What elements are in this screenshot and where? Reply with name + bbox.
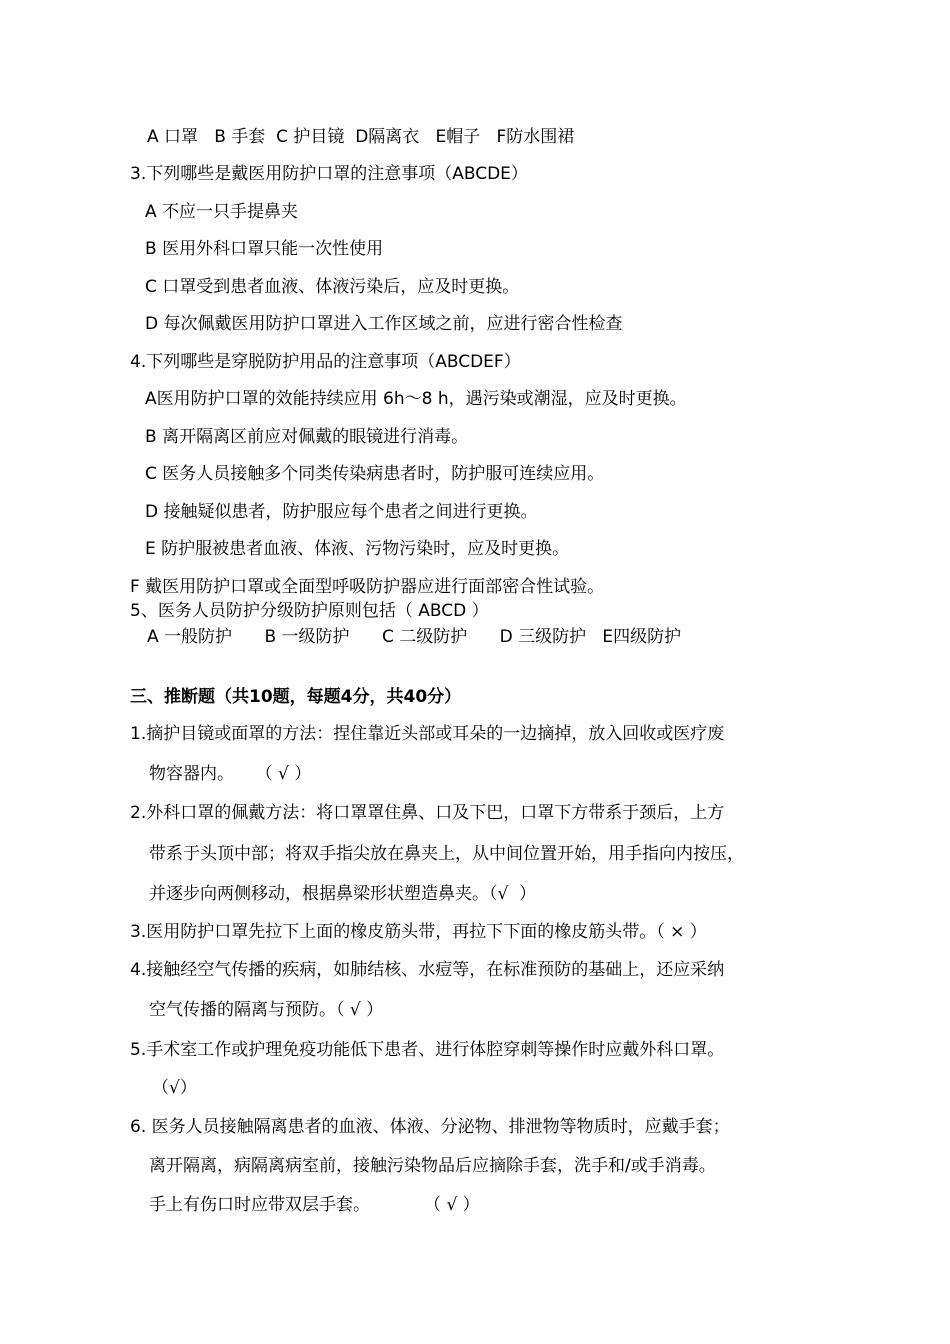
q2-options: A 口罩 B 手套 C 护目镜 D隔离衣 E帽子 F防水围裙 [147,127,575,147]
q4-option-d: D 接触疑似患者，防护服应每个患者之间进行更换。 [145,502,538,522]
judge-q2-line3: 并逐步向两侧移动，根据鼻梁形状塑造鼻夹。（√ ） [149,884,537,904]
judge-q1-line1: 1.摘护目镜或面罩的方法：捏住靠近头部或耳朵的一边摘掉，放入回收或医疗废 [130,724,725,744]
judge-q1-line2: 物容器内。 （ √ ） [149,764,312,784]
judge-q4-line2: 空气传播的隔离与预防。（ √ ） [149,1000,384,1020]
q4-option-f: F 戴医用防护口罩或全面型呼吸防护器应进行面部密合性试验。 [130,577,605,597]
judge-q2-line2: 带系于头顶中部；将双手指尖放在鼻夹上，从中间位置开始，用手指向内按压， [149,844,744,864]
judge-q4-line1: 4.接触经空气传播的疾病，如肺结核、水痘等，在标准预防的基础上，还应采纳 [130,960,725,980]
q4-option-e: E 防护服被患者血液、体液、污物污染时，应及时更换。 [145,539,570,559]
q5-stem: 5、医务人员防护分级防护原则包括（ ABCD ） [130,601,489,621]
q4-stem: 4.下列哪些是穿脱防护用品的注意事项（ABCDEF） [130,352,521,372]
q3-option-c: C 口罩受到患者血液、体液污染后，应及时更换。 [145,277,520,297]
q3-option-b: B 医用外科口罩只能一次性使用 [145,239,384,259]
judge-q5-line1: 5.手术室工作或护理免疫功能低下患者、进行体腔穿刺等操作时应戴外科口罩。 [130,1040,725,1060]
q5-options: A 一般防护 B 一级防护 C 二级防护 D 三级防护 E四级防护 [147,627,682,647]
q3-option-d: D 每次佩戴医用防护口罩进入工作区域之前，应进行密合性检查 [145,314,623,334]
q3-stem: 3.下列哪些是戴医用防护口罩的注意事项（ABCDE） [130,164,528,184]
q4-option-b: B 离开隔离区前应对佩戴的眼镜进行消毒。 [145,427,469,447]
q3-option-a: A 不应一只手提鼻夹 [145,202,299,222]
q4-option-c: C 医务人员接触多个同类传染病患者时，防护服可连续应用。 [145,464,605,484]
judge-q3-line1: 3.医用防护口罩先拉下上面的橡皮筋头带，再拉下下面的橡皮筋头带。（ × ） [130,922,707,942]
judge-q6-line3: 手上有伤口时应带双层手套。 （ √ ） [149,1195,480,1215]
judge-q6-line1: 6. 医务人员接触隔离患者的血液、体液、分泌物、排泄物等物质时，应戴手套； [130,1117,730,1137]
section-title: 三、推断题（共10题，每题4分，共40分） [130,687,462,707]
judge-q5-line2: （√） [152,1078,197,1098]
judge-q6-line2: 离开隔离，病隔离病室前，接触污染物品后应摘除手套，洗手和/或手消毒。 [149,1156,716,1176]
judge-q2-line1: 2.外科口罩的佩戴方法：将口罩罩住鼻、口及下巴，口罩下方带系于颈后，上方 [130,803,725,823]
q4-option-a: A医用防护口罩的效能持续应用 6h～8 h，遇污染或潮湿，应及时更换。 [145,389,687,409]
